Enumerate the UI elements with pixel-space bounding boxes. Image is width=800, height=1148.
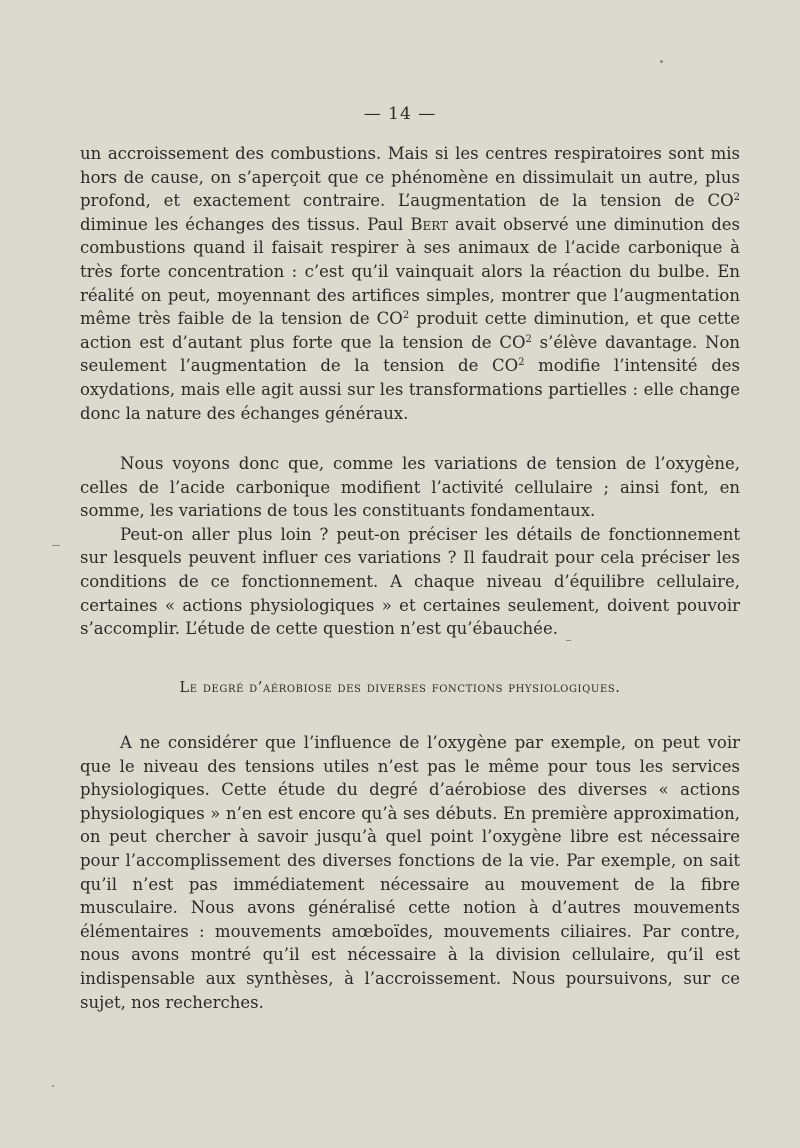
paper-speck (52, 545, 60, 546)
superscript: 2 (402, 310, 410, 322)
page-number: — 14 — (363, 104, 437, 124)
paragraph-combustions: un accroissement des combustions. Mais si les centres respiratoires sont mis hors de cause, on s’aperçoit que ce phénomène en dissimulait un autre, plus profond, et exactement contraire. L’augmentation de la tension de $CO^2$ diminue les échanges des tissus. Paul Bert avait observé une diminution des combustions quand il faisait respirer à ses animaux de l’acide carbonique à très forte concentration : c’est qu’il vainquait alors la réaction du bulbe. En réalité on peut, moyennant des artifices simples, montrer que l’augmentation même très faible de la tension de $CO^2$ produit cette diminution, et que cette action est d’autant plus forte que la tension de $CO^2$ s’élève davantage. Non seulement l’augmentation de la tension de $CO^2$ modifie l’intensité des oxydations, mais elle agit aussi sur les transformations partielles : elle change donc la nature des échanges généraux. (80, 144, 741, 423)
superscript: 2 (525, 333, 532, 345)
superscript: 2 (733, 192, 740, 204)
paragraph-variations: Nous voyons donc que, comme les variations de tension de l’oxygène, celles de l’acide carbonique modifient l’activité cellulaire ; ainsi font, en somme, les variations de tous les constituants fondamentaux. (80, 454, 740, 521)
author-name: Bert (410, 214, 449, 234)
superscript: 2 (518, 357, 525, 369)
paper-speck (52, 1085, 54, 1087)
paper-speck (566, 640, 571, 641)
paper-speck (660, 60, 663, 63)
paragraph-aerobiose: A ne considérer que l’influence de l’oxygène par exemple, on peut voir que le niveau des tensions utiles n’est pas le même pour tous les services physiologiques. Cette étude du degré d’aérobiose des diverses « actions physiologiques » n’en est encore qu’à ses débuts. En première approximation, on peut chercher à savoir jusqu’à quel point l’oxygène libre est nécessaire pour l’accomplissement des diverses fonctions de la vie. Par exemple, on sait qu’il n’est pas immédiatement nécessaire au mouvement de la fibre musculaire. Nous avons généralisé cette notion à d’autres mouvements élémentaires : mouvements amœboïdes, mouvements ciliaires. Par contre, nous avons montré qu’il est nécessaire à la division cellulaire, qu’il est indispensable aux synthèses, à l’accroissement. Nous poursuivons, sur ce sujet, nos recherches. (80, 733, 740, 1012)
paragraph-question: Peut-on aller plus loin ? peut-on préciser les détails de fonctionnement sur lesquels peuvent influer ces variations ? Il faudrait pour cela préciser les conditions de ce fonctionnement. A chaque niveau d’équilibre cellulaire, certaines « actions physiologiques » et certaines seulement, doivent pouvoir s’accomplir. L’étude de cette question n’est qu’ébauchée. (80, 524, 740, 639)
text-block-middle (80, 452, 740, 641)
text-block-bottom (80, 731, 740, 1014)
section-heading: Le degré d’aérobiose des diverses fonctions physiologiques. (179, 680, 621, 696)
text-block-top (80, 142, 740, 425)
